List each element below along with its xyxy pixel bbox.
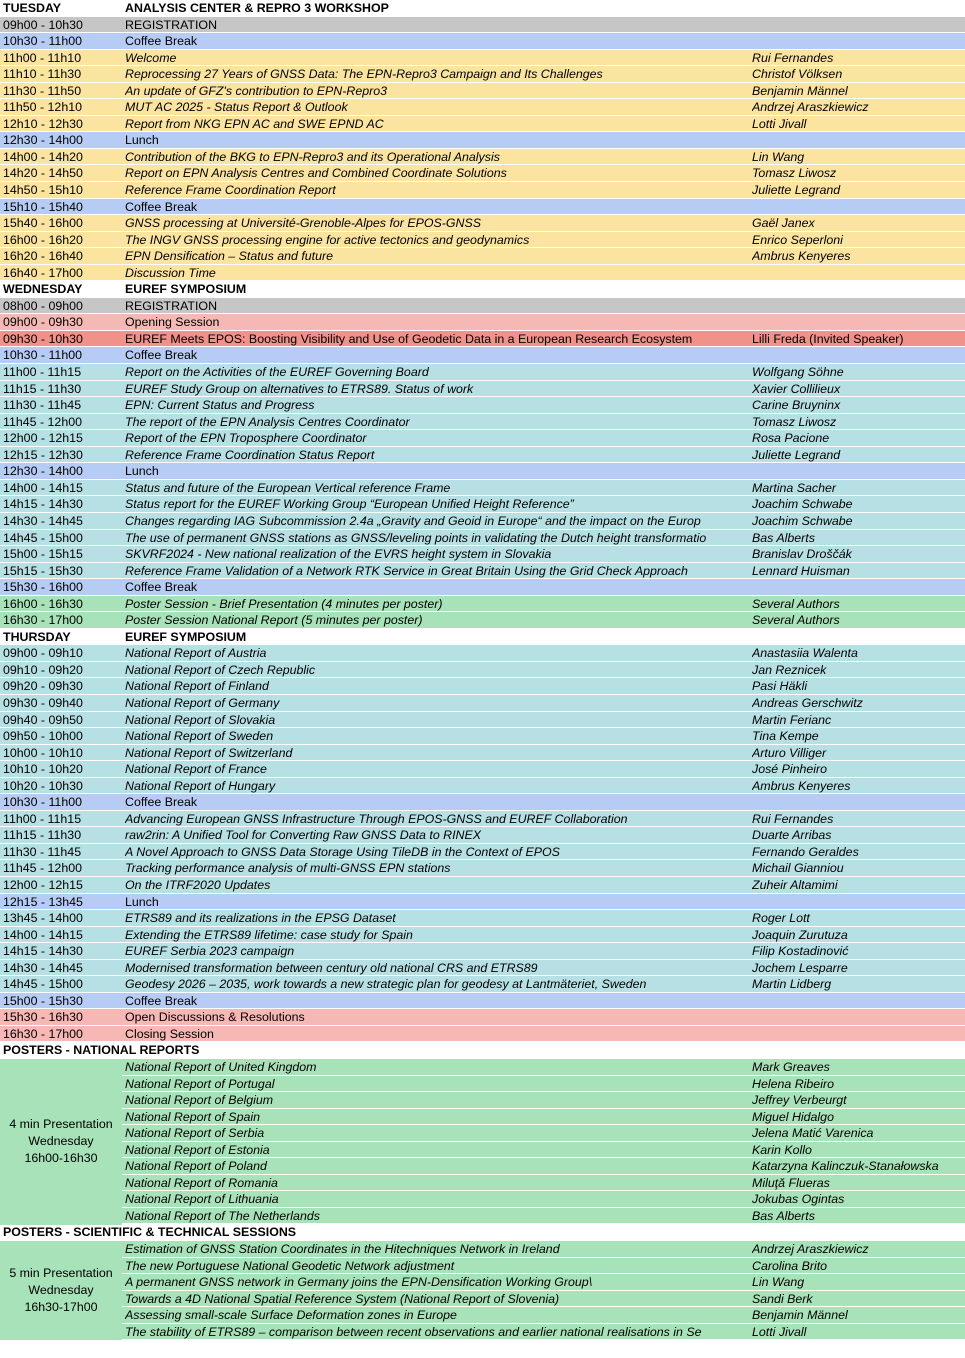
session-row bbox=[0, 314, 965, 331]
poster-row bbox=[0, 1241, 965, 1258]
session-title: EPN: Current Status and Progress bbox=[125, 398, 315, 413]
session-time: 10h30 - 11h00 bbox=[3, 795, 83, 810]
session-row bbox=[0, 1009, 965, 1026]
session-speaker: Ambrus Kenyeres bbox=[752, 778, 851, 793]
poster-slot-label bbox=[0, 1241, 122, 1340]
session-speaker: Several Authors bbox=[752, 596, 840, 611]
poster-row bbox=[0, 1158, 965, 1175]
session-time: 09h10 - 09h20 bbox=[3, 662, 83, 677]
session-time: 09h50 - 10h00 bbox=[3, 729, 83, 744]
poster-title: National Report of Poland bbox=[125, 1159, 267, 1174]
session-speaker: Several Authors bbox=[752, 613, 840, 628]
session-row bbox=[0, 447, 965, 464]
session-speaker: Arturo Villiger bbox=[752, 745, 827, 760]
poster-author: Mark Greaves bbox=[752, 1060, 830, 1074]
poster-title: National Report of Estonia bbox=[125, 1142, 270, 1157]
poster-row bbox=[0, 1191, 965, 1208]
session-time: 14h00 - 14h15 bbox=[3, 480, 83, 495]
poster-title: National Report of Lithuania bbox=[125, 1192, 279, 1207]
poster-title: A permanent GNSS network in Germany joins the EPN-Densification Working Group\ bbox=[125, 1275, 593, 1290]
session-row bbox=[0, 761, 965, 778]
session-title: Geodesy 2026 – 2035, work towards a new strategic plan for geodesy at Lantmäteriet, Sweden bbox=[125, 977, 647, 992]
session-row bbox=[0, 480, 965, 497]
session-time: 16h00 - 16h20 bbox=[3, 232, 83, 247]
poster-title: National Report of United Kingdom bbox=[125, 1060, 317, 1074]
session-time: 11h15 - 11h30 bbox=[3, 381, 82, 396]
session-time: 09h00 - 10h30 bbox=[3, 17, 83, 32]
session-title: REGISTRATION bbox=[125, 298, 218, 313]
session-speaker: Duarte Arribas bbox=[752, 828, 832, 843]
session-row bbox=[0, 563, 965, 580]
session-row bbox=[0, 745, 965, 762]
poster-row bbox=[0, 1109, 965, 1126]
section-header-posters-national bbox=[0, 1042, 965, 1059]
poster-title: The new Portuguese National Geodetic Network adjustment bbox=[125, 1258, 455, 1273]
section-heading: POSTERS - NATIONAL REPORTS bbox=[3, 1043, 200, 1058]
session-title: Status report for the EUREF Working Group “European Unified Height Reference” bbox=[125, 497, 574, 512]
session-title: EUREF Meets EPOS: Boosting Visibility and Use of Geodetic Data in a European Research Ecosystem bbox=[125, 331, 693, 346]
session-speaker: Lennard Huisman bbox=[752, 563, 850, 578]
session-time: 12h15 - 12h30 bbox=[3, 447, 83, 462]
session-speaker: Tomasz Liwosz bbox=[752, 414, 837, 429]
session-row bbox=[0, 83, 965, 100]
session-row bbox=[0, 248, 965, 265]
session-row bbox=[0, 596, 965, 613]
session-row bbox=[0, 612, 965, 629]
poster-slot-format: 4 min Presentation bbox=[9, 1117, 113, 1132]
session-time: 10h00 - 10h10 bbox=[3, 745, 83, 760]
session-speaker: Lotti Jivall bbox=[752, 116, 807, 131]
session-row bbox=[0, 66, 965, 83]
session-title: SKVRF2024 - New national realization of the EVRS height system in Slovakia bbox=[125, 547, 552, 562]
poster-row bbox=[0, 1175, 965, 1192]
session-row bbox=[0, 678, 965, 695]
day-heading: EUREF SYMPOSIUM bbox=[125, 282, 247, 297]
session-speaker: Martin Lidberg bbox=[752, 977, 832, 992]
poster-row bbox=[0, 1324, 965, 1341]
poster-author: Katarzyna Kalinczuk-Stanałowska bbox=[752, 1159, 939, 1174]
session-time: 13h45 - 14h00 bbox=[3, 911, 83, 926]
poster-title: National Report of Romania bbox=[125, 1175, 278, 1190]
session-speaker: Lilli Freda (Invited Speaker) bbox=[752, 331, 904, 346]
session-speaker: Ambrus Kenyeres bbox=[752, 249, 851, 264]
session-time: 14h15 - 14h30 bbox=[3, 497, 83, 512]
poster-author: Karin Kollo bbox=[752, 1142, 812, 1157]
session-speaker: Jochem Lesparre bbox=[752, 960, 848, 975]
session-title: Extending the ETRS89 lifetime: case study for Spain bbox=[125, 927, 413, 942]
session-time: 14h00 - 14h15 bbox=[3, 927, 83, 942]
session-title: Modernised transformation between century old national CRS and ETRS89 bbox=[125, 960, 538, 975]
session-speaker: Juliette Legrand bbox=[752, 447, 841, 462]
poster-slot-day: Wednesday bbox=[28, 1134, 94, 1149]
session-title: ETRS89 and its realizations in the EPSG Dataset bbox=[125, 911, 396, 926]
poster-author: Jelena Matić Varenica bbox=[752, 1126, 874, 1141]
poster-slot-day: Wednesday bbox=[28, 1283, 94, 1298]
session-title: On the ITRF2020 Updates bbox=[125, 877, 271, 892]
session-title: An update of GFZ's contribution to EPN-Repro3 bbox=[125, 83, 388, 98]
session-time: 09h20 - 09h30 bbox=[3, 679, 83, 694]
session-time: 14h45 - 15h00 bbox=[3, 530, 83, 545]
session-time: 12h10 - 12h30 bbox=[3, 116, 83, 131]
session-row bbox=[0, 811, 965, 828]
poster-author: Bas Alberts bbox=[752, 1208, 815, 1223]
session-speaker: Rui Fernandes bbox=[752, 50, 834, 65]
session-time: 11h10 - 11h30 bbox=[3, 67, 82, 82]
session-speaker: Tina Kempe bbox=[752, 729, 819, 744]
session-title: Closing Session bbox=[125, 1026, 214, 1041]
session-speaker: Anastasiia Walenta bbox=[752, 646, 858, 661]
poster-author: Miluţă Flueras bbox=[752, 1175, 830, 1190]
session-speaker: Benjamin Männel bbox=[752, 83, 848, 98]
session-time: 16h30 - 17h00 bbox=[3, 613, 83, 628]
session-time: 12h30 - 14h00 bbox=[3, 464, 83, 479]
session-speaker: Joachim Schwabe bbox=[752, 497, 853, 512]
session-title: EUREF Serbia 2023 campaign bbox=[125, 944, 295, 959]
session-title: The use of permanent GNSS stations as GNSS/leveling points in validating the Dutch height transformatio bbox=[125, 530, 707, 545]
session-time: 11h30 - 11h50 bbox=[3, 83, 82, 98]
session-time: 14h30 - 14h45 bbox=[3, 513, 83, 528]
session-time: 16h00 - 16h30 bbox=[3, 596, 83, 611]
session-time: 12h15 - 13h45 bbox=[3, 894, 83, 909]
session-title: raw2rin: A Unified Tool for Converting Raw GNSS Data to RINEX bbox=[125, 828, 482, 843]
session-row bbox=[0, 463, 965, 480]
session-row bbox=[0, 496, 965, 513]
session-title: Coffee Break bbox=[125, 348, 198, 363]
session-title: Opening Session bbox=[125, 315, 220, 330]
session-time: 11h00 - 11h15 bbox=[3, 811, 82, 826]
session-row bbox=[0, 943, 965, 960]
session-row bbox=[0, 1026, 965, 1043]
poster-author: Lin Wang bbox=[752, 1275, 805, 1290]
session-row bbox=[0, 298, 965, 315]
session-time: 14h20 - 14h50 bbox=[3, 166, 83, 181]
session-title: Tracking performance analysis of multi-GNSS EPN stations bbox=[125, 861, 451, 876]
session-title: Advancing European GNSS Infrastructure Through EPOS-GNSS and EUREF Collaboration bbox=[125, 811, 628, 826]
session-title: Welcome bbox=[125, 50, 177, 65]
poster-title: The stability of ETRS89 – comparison between recent observations and earlier national realisations in Se bbox=[125, 1324, 702, 1339]
session-row bbox=[0, 860, 965, 877]
poster-row bbox=[0, 1059, 965, 1076]
session-time: 09h40 - 09h50 bbox=[3, 712, 83, 727]
session-time: 15h10 - 15h40 bbox=[3, 199, 83, 214]
poster-author: Carolina Brito bbox=[752, 1258, 828, 1273]
session-title: Status and future of the European Vertical reference Frame bbox=[125, 480, 451, 495]
session-time: 15h00 - 15h15 bbox=[3, 547, 83, 562]
poster-row bbox=[0, 1274, 965, 1291]
session-title: National Report of Czech Republic bbox=[125, 662, 316, 677]
session-time: 14h30 - 14h45 bbox=[3, 960, 83, 975]
session-title: Reference Frame Validation of a Network RTK Service in Great Britain Using the Grid Check Approach bbox=[125, 563, 688, 578]
poster-row bbox=[0, 1307, 965, 1324]
poster-title: National Report of The Netherlands bbox=[125, 1208, 320, 1223]
session-title: Coffee Break bbox=[125, 199, 198, 214]
session-title: National Report of France bbox=[125, 762, 267, 777]
session-time: 11h45 - 12h00 bbox=[3, 414, 83, 429]
session-row bbox=[0, 728, 965, 745]
day-header-thursday bbox=[0, 629, 965, 646]
session-row bbox=[0, 579, 965, 596]
session-speaker: Fernando Geraldes bbox=[752, 844, 859, 859]
session-row bbox=[0, 645, 965, 662]
session-time: 10h10 - 10h20 bbox=[3, 762, 83, 777]
session-time: 09h30 - 10h30 bbox=[3, 331, 83, 346]
session-title: Reprocessing 27 Years of GNSS Data: The EPN-Repro3 Campaign and Its Challenges bbox=[125, 67, 603, 82]
session-title: Poster Session National Report (5 minutes per poster) bbox=[125, 613, 423, 628]
poster-title: Estimation of GNSS Station Coordinates in the Hitechniques Network in Ireland bbox=[125, 1242, 560, 1257]
session-speaker: Roger Lott bbox=[752, 911, 810, 926]
session-row bbox=[0, 910, 965, 927]
session-time: 12h00 - 12h15 bbox=[3, 431, 83, 446]
session-title: The report of the EPN Analysis Centres Coordinator bbox=[125, 414, 410, 429]
session-speaker: Filip Kostadinović bbox=[752, 944, 849, 959]
day-label: THURSDAY bbox=[3, 629, 71, 644]
session-row bbox=[0, 232, 965, 249]
session-time: 11h15 - 11h30 bbox=[3, 828, 82, 843]
session-time: 16h40 - 17h00 bbox=[3, 265, 83, 280]
session-speaker: Branislav Droščák bbox=[752, 547, 852, 562]
session-speaker: Michail Gianniou bbox=[752, 861, 844, 876]
day-header-tuesday bbox=[0, 0, 965, 17]
session-time: 14h00 - 14h20 bbox=[3, 149, 83, 164]
session-speaker: Rosa Pacione bbox=[752, 431, 830, 446]
session-row bbox=[0, 414, 965, 431]
session-title: GNSS processing at Université-Grenoble-Alpes for EPOS-GNSS bbox=[125, 216, 482, 231]
day-label: TUESDAY bbox=[3, 1, 62, 15]
session-row bbox=[0, 430, 965, 447]
poster-title: National Report of Spain bbox=[125, 1109, 261, 1124]
poster-title: National Report of Portugal bbox=[125, 1076, 275, 1091]
poster-row bbox=[0, 1142, 965, 1159]
session-row bbox=[0, 662, 965, 679]
session-speaker: Martina Sacher bbox=[752, 480, 837, 495]
session-title: MUT AC 2025 - Status Report & Outlook bbox=[125, 100, 348, 115]
session-time: 14h50 - 15h10 bbox=[3, 183, 83, 198]
session-row bbox=[0, 827, 965, 844]
session-row bbox=[0, 199, 965, 216]
poster-author: Lotti Jivall bbox=[752, 1324, 807, 1339]
session-time: 16h20 - 16h40 bbox=[3, 249, 83, 264]
session-time: 09h30 - 09h40 bbox=[3, 695, 83, 710]
session-row bbox=[0, 331, 965, 348]
poster-slot-time: 16h00-16h30 bbox=[24, 1151, 98, 1166]
session-title: Coffee Break bbox=[125, 580, 198, 595]
session-title: Report of the EPN Troposphere Coordinator bbox=[125, 431, 367, 446]
session-title: REGISTRATION bbox=[125, 17, 218, 32]
session-speaker: Xavier Collilieux bbox=[752, 381, 841, 396]
poster-author: Jeffrey Verbeurgt bbox=[752, 1093, 847, 1108]
session-title: Lunch bbox=[125, 464, 159, 479]
session-row bbox=[0, 149, 965, 166]
session-speaker: Carine Bruyninx bbox=[752, 398, 841, 413]
session-title: Contribution of the BKG to EPN-Repro3 and its Operational Analysis bbox=[125, 149, 500, 164]
session-title: Reference Frame Coordination Status Report bbox=[125, 447, 375, 462]
session-row bbox=[0, 364, 965, 381]
session-row bbox=[0, 132, 965, 149]
session-row bbox=[0, 530, 965, 547]
poster-title: Assessing small-scale Surface Deformation zones in Europe bbox=[125, 1308, 457, 1323]
poster-block-national bbox=[0, 1059, 965, 1224]
session-row bbox=[0, 116, 965, 133]
section-heading: POSTERS - SCIENTIFIC & TECHNICAL SESSIONS bbox=[3, 1225, 297, 1240]
session-time: 14h45 - 15h00 bbox=[3, 977, 83, 992]
poster-row bbox=[0, 1092, 965, 1109]
session-title: National Report of Austria bbox=[125, 646, 267, 661]
session-speaker: Christof Völksen bbox=[752, 67, 843, 82]
session-title: EPN Densification – Status and future bbox=[125, 249, 334, 264]
session-title: Open Discussions & Resolutions bbox=[125, 1010, 305, 1025]
poster-row bbox=[0, 1291, 965, 1308]
session-row bbox=[0, 712, 965, 729]
session-title: Coffee Break bbox=[125, 795, 198, 810]
session-title: Discussion Time bbox=[125, 265, 216, 280]
session-title: The INGV GNSS processing engine for active tectonics and geodynamics bbox=[125, 232, 530, 247]
session-title: National Report of Switzerland bbox=[125, 745, 293, 760]
session-row bbox=[0, 381, 965, 398]
session-title: Changes regarding IAG Subcommission 2.4a „Gravity and Geoid in Europe“ and the impact on the Europ bbox=[125, 513, 701, 528]
session-title: National Report of Germany bbox=[125, 695, 280, 710]
session-time: 10h30 - 11h00 bbox=[3, 348, 83, 363]
session-row bbox=[0, 33, 965, 50]
poster-title: National Report of Serbia bbox=[125, 1126, 265, 1141]
session-title: National Report of Finland bbox=[125, 679, 269, 694]
session-row bbox=[0, 347, 965, 364]
session-speaker: Zuheir Altamimi bbox=[752, 877, 838, 892]
session-time: 10h30 - 11h00 bbox=[3, 34, 83, 49]
session-speaker: Enrico Seperloni bbox=[752, 232, 843, 247]
poster-author: Miguel Hidalgo bbox=[752, 1109, 834, 1124]
session-speaker: Juliette Legrand bbox=[752, 183, 841, 198]
session-time: 11h45 - 12h00 bbox=[3, 861, 83, 876]
session-speaker: Gaël Janex bbox=[752, 216, 815, 231]
session-row bbox=[0, 695, 965, 712]
session-speaker: Andrzej Araszkiewicz bbox=[752, 100, 869, 115]
day-heading: ANALYSIS CENTER & REPRO 3 WORKSHOP bbox=[125, 1, 389, 15]
day-label: WEDNESDAY bbox=[3, 282, 83, 297]
poster-title: National Report of Belgium bbox=[125, 1093, 274, 1108]
poster-slot-time: 16h30-17h00 bbox=[24, 1300, 98, 1315]
session-row bbox=[0, 993, 965, 1010]
session-row bbox=[0, 877, 965, 894]
session-title: Reference Frame Coordination Report bbox=[125, 183, 336, 198]
session-time: 15h15 - 15h30 bbox=[3, 563, 83, 578]
session-time: 08h00 - 09h00 bbox=[3, 298, 83, 313]
session-row bbox=[0, 265, 965, 282]
session-row bbox=[0, 397, 965, 414]
session-time: 12h00 - 12h15 bbox=[3, 877, 83, 892]
session-title: EUREF Study Group on alternatives to ETRS89. Status of work bbox=[125, 381, 474, 396]
poster-author: Benjamin Männel bbox=[752, 1308, 848, 1323]
session-time: 11h00 - 11h15 bbox=[3, 365, 82, 380]
session-row bbox=[0, 215, 965, 232]
session-row bbox=[0, 927, 965, 944]
session-title: Coffee Break bbox=[125, 34, 198, 49]
poster-author: Sandi Berk bbox=[752, 1291, 813, 1306]
session-time: 12h30 - 14h00 bbox=[3, 133, 83, 148]
session-speaker: Bas Alberts bbox=[752, 530, 815, 545]
session-title: National Report of Slovakia bbox=[125, 712, 276, 727]
session-time: 15h30 - 16h30 bbox=[3, 1010, 83, 1025]
poster-slot-format: 5 min Presentation bbox=[9, 1266, 113, 1281]
session-time: 11h00 - 11h10 bbox=[3, 50, 82, 65]
session-row bbox=[0, 976, 965, 993]
poster-author: Andrzej Araszkiewicz bbox=[752, 1242, 869, 1257]
session-row bbox=[0, 844, 965, 861]
poster-row bbox=[0, 1125, 965, 1142]
session-title: Poster Session - Brief Presentation (4 minutes per poster) bbox=[125, 596, 443, 611]
session-time: 15h30 - 16h00 bbox=[3, 580, 83, 595]
day-header-wednesday bbox=[0, 281, 965, 298]
session-speaker: Andreas Gerschwitz bbox=[752, 695, 863, 710]
session-time: 09h00 - 09h30 bbox=[3, 315, 83, 330]
session-time: 16h30 - 17h00 bbox=[3, 1026, 83, 1041]
session-title: National Report of Hungary bbox=[125, 778, 276, 793]
day-heading: EUREF SYMPOSIUM bbox=[125, 629, 247, 644]
session-time: 09h00 - 09h10 bbox=[3, 646, 83, 661]
poster-block-scientific bbox=[0, 1241, 965, 1340]
session-speaker: José Pinheiro bbox=[752, 762, 828, 777]
session-row bbox=[0, 182, 965, 199]
session-speaker: Pasi Häkli bbox=[752, 679, 808, 694]
session-time: 14h15 - 14h30 bbox=[3, 944, 83, 959]
section-header-posters-scientific bbox=[0, 1224, 965, 1241]
poster-slot-label bbox=[0, 1059, 122, 1225]
session-row bbox=[0, 794, 965, 811]
poster-row bbox=[0, 1258, 965, 1275]
session-time: 15h00 - 15h30 bbox=[3, 993, 83, 1008]
session-speaker: Tomasz Liwosz bbox=[752, 166, 837, 181]
poster-author: Helena Ribeiro bbox=[752, 1076, 834, 1091]
session-row bbox=[0, 17, 965, 34]
session-row bbox=[0, 894, 965, 911]
session-row bbox=[0, 165, 965, 182]
session-speaker: Lin Wang bbox=[752, 149, 805, 164]
session-time: 10h20 - 10h30 bbox=[3, 778, 83, 793]
session-time: 11h30 - 11h45 bbox=[3, 844, 82, 859]
session-title: A Novel Approach to GNSS Data Storage Using TileDB in the Context of EPOS bbox=[125, 844, 560, 859]
poster-author: Jokubas Ogintas bbox=[752, 1192, 845, 1207]
poster-row bbox=[0, 1076, 965, 1093]
session-time: 11h30 - 11h45 bbox=[3, 398, 82, 413]
session-title: Report on the Activities of the EUREF Governing Board bbox=[125, 365, 429, 380]
session-title: Report on EPN Analysis Centres and Combined Coordinate Solutions bbox=[125, 166, 507, 181]
session-row bbox=[0, 778, 965, 795]
session-row bbox=[0, 50, 965, 67]
session-time: 15h40 - 16h00 bbox=[3, 216, 83, 231]
session-time: 11h50 - 12h10 bbox=[3, 100, 83, 115]
session-title: Coffee Break bbox=[125, 993, 198, 1008]
session-speaker: Martin Ferianc bbox=[752, 712, 832, 727]
session-row bbox=[0, 546, 965, 563]
session-title: Lunch bbox=[125, 894, 159, 909]
session-speaker: Jan Reznicek bbox=[752, 662, 827, 677]
poster-title: Towards a 4D National Spatial Reference System (National Report of Slovenia) bbox=[125, 1291, 560, 1306]
session-speaker: Joaquin Zurutuza bbox=[752, 927, 848, 942]
session-speaker: Wolfgang Söhne bbox=[752, 365, 844, 380]
poster-row bbox=[0, 1208, 965, 1225]
session-speaker: Joachim Schwabe bbox=[752, 513, 853, 528]
session-title: Report from NKG EPN AC and SWE EPND AC bbox=[125, 116, 384, 131]
session-speaker: Rui Fernandes bbox=[752, 811, 834, 826]
session-row bbox=[0, 960, 965, 977]
session-title: Lunch bbox=[125, 133, 159, 148]
session-row bbox=[0, 99, 965, 116]
session-title: National Report of Sweden bbox=[125, 729, 274, 744]
session-row bbox=[0, 513, 965, 530]
